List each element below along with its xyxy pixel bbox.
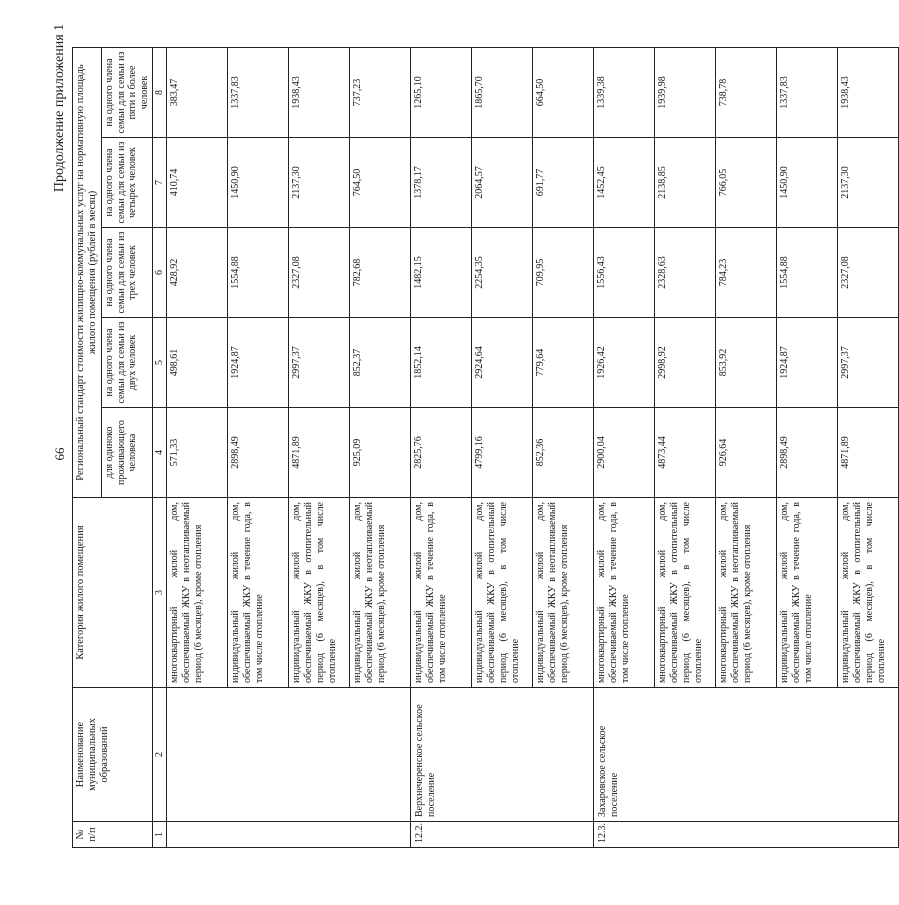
value-single: 852,36 bbox=[533, 408, 594, 498]
value-family-three: 1554,88 bbox=[228, 228, 289, 318]
value-family-two: 2997,37 bbox=[289, 318, 350, 408]
value-family-three: 784,23 bbox=[716, 228, 777, 318]
municipality-name: Верхнечеренское сельское поселение bbox=[411, 688, 594, 822]
value-family-four: 2138,85 bbox=[655, 138, 716, 228]
housing-category: индивидуальный жилой дом, обеспечиваемый ЖКУ в отопительный период (6 месяцев), в том числе отопление bbox=[838, 498, 899, 688]
value-family-four: 764,50 bbox=[350, 138, 411, 228]
value-family-two: 2997,37 bbox=[838, 318, 899, 408]
value-family-three: 2327,08 bbox=[289, 228, 350, 318]
table-row bbox=[594, 47, 655, 847]
housing-category: индивидуальный жилой дом, обеспечиваемый ЖКУ в отопительный период (6 месяцев), в том числе отопление bbox=[289, 498, 350, 688]
housing-category: многоквартирный жилой дом, обеспечиваемый ЖКУ в неотапливаемый период (6 месяцев), кроме отопления bbox=[167, 498, 228, 688]
value-family-two: 2924,64 bbox=[472, 318, 533, 408]
value-family-three: 2328,63 bbox=[655, 228, 716, 318]
value-family-five: 664,50 bbox=[533, 47, 594, 137]
row-number: 12.3. bbox=[594, 822, 899, 848]
value-family-four: 691,77 bbox=[533, 138, 594, 228]
value-family-three: 1554,88 bbox=[777, 228, 838, 318]
value-family-two: 853,92 bbox=[716, 318, 777, 408]
value-single: 4799,16 bbox=[472, 408, 533, 498]
value-family-four: 1378,17 bbox=[411, 138, 472, 228]
value-family-three: 709,95 bbox=[533, 228, 594, 318]
header-category: Категория жилого помещения bbox=[73, 498, 153, 688]
housing-category: индивидуальный жилой дом, обеспечиваемый ЖКУ в течение года, в том числе отопление bbox=[228, 498, 289, 688]
housing-category: индивидуальный жилой дом, обеспечиваемый ЖКУ в неотапливаемый период (6 месяцев), кроме отопления bbox=[350, 498, 411, 688]
value-family-five: 1339,38 bbox=[594, 47, 655, 137]
header-single-person: для одиноко проживающего человека bbox=[102, 408, 153, 498]
table-row bbox=[167, 47, 228, 847]
value-single: 571,33 bbox=[167, 408, 228, 498]
value-family-three: 1482,15 bbox=[411, 228, 472, 318]
column-number: 6 bbox=[153, 228, 167, 318]
column-number: 3 bbox=[153, 498, 167, 688]
value-family-four: 1450,90 bbox=[777, 138, 838, 228]
value-family-two: 498,61 bbox=[167, 318, 228, 408]
value-family-three: 1556,43 bbox=[594, 228, 655, 318]
housing-category: индивидуальный жилой дом, обеспечиваемый ЖКУ в течение года, в том числе отопление bbox=[411, 498, 472, 688]
value-single: 4871,89 bbox=[289, 408, 350, 498]
value-single: 926,64 bbox=[716, 408, 777, 498]
value-family-five: 1938,43 bbox=[838, 47, 899, 137]
value-single: 4871,89 bbox=[838, 408, 899, 498]
value-single: 2898,49 bbox=[228, 408, 289, 498]
value-family-three: 2327,08 bbox=[838, 228, 899, 318]
page-number: 66 bbox=[52, 447, 67, 461]
column-number: 7 bbox=[153, 138, 167, 228]
table-row bbox=[411, 47, 472, 847]
value-family-two: 779,64 bbox=[533, 318, 594, 408]
value-family-four: 2137,30 bbox=[289, 138, 350, 228]
value-family-four: 766,05 bbox=[716, 138, 777, 228]
continuation-label: Продолжение приложения 1 bbox=[52, 23, 67, 193]
value-family-four: 410,74 bbox=[167, 138, 228, 228]
value-family-five: 738,78 bbox=[716, 47, 777, 137]
value-family-four: 2064,57 bbox=[472, 138, 533, 228]
value-family-two: 852,37 bbox=[350, 318, 411, 408]
cost-standard-table bbox=[72, 47, 899, 848]
row-number: 12.2. bbox=[411, 822, 594, 848]
housing-category: многоквартирный жилой дом, обеспечиваемый ЖКУ в отопительный период (6 месяцев), в том числе отопление bbox=[655, 498, 716, 688]
column-number: 8 bbox=[153, 47, 167, 137]
housing-category: многоквартирный жилой дом, обеспечиваемый ЖКУ в неотапливаемый период (6 месяцев), кроме отопления bbox=[716, 498, 777, 688]
row-number bbox=[167, 822, 411, 848]
municipality-name: Захаровское сельское поселение bbox=[594, 688, 899, 822]
value-family-five: 1337,83 bbox=[777, 47, 838, 137]
value-single: 925,09 bbox=[350, 408, 411, 498]
header-regional-standard: Региональный стандарт стоимости жилищно-коммунальных услуг на нормативную площадь жилого помещения (рублей в месяц) bbox=[73, 47, 102, 497]
header-row bbox=[73, 47, 102, 847]
column-number: 1 bbox=[153, 822, 167, 848]
value-family-two: 1924,87 bbox=[777, 318, 838, 408]
value-family-five: 1938,43 bbox=[289, 47, 350, 137]
housing-category: многоквартирный жилой дом, обеспечиваемый ЖКУ в течение года, в том числе отопление bbox=[594, 498, 655, 688]
value-single: 2898,49 bbox=[777, 408, 838, 498]
header-family-three: на одного члена семьи для семьи из трех человек bbox=[102, 228, 153, 318]
value-single: 4873,44 bbox=[655, 408, 716, 498]
value-family-four: 2137,30 bbox=[838, 138, 899, 228]
header-municipality: Наименование муниципальных образований bbox=[73, 688, 153, 822]
value-family-three: 2254,35 bbox=[472, 228, 533, 318]
housing-category: индивидуальный жилой дом, обеспечиваемый ЖКУ в неотапливаемый период (6 месяцев), кроме отопления bbox=[533, 498, 594, 688]
value-family-two: 1926,42 bbox=[594, 318, 655, 408]
value-family-four: 1452,45 bbox=[594, 138, 655, 228]
header-family-five: на одного члена семьи для семьи из пяти и более человек bbox=[102, 47, 153, 137]
municipality-name bbox=[167, 688, 411, 822]
value-family-two: 1852,14 bbox=[411, 318, 472, 408]
rotated-page-content bbox=[72, 48, 888, 848]
value-family-three: 782,68 bbox=[350, 228, 411, 318]
value-family-five: 1337,83 bbox=[228, 47, 289, 137]
housing-category: индивидуальный жилой дом, обеспечиваемый ЖКУ в отопительный период (6 месяцев), в том числе отопление bbox=[472, 498, 533, 688]
column-number: 5 bbox=[153, 318, 167, 408]
housing-category: индивидуальный жилой дом, обеспечиваемый ЖКУ в течение года, в том числе отопление bbox=[777, 498, 838, 688]
value-family-five: 1939,98 bbox=[655, 47, 716, 137]
value-single: 2825,76 bbox=[411, 408, 472, 498]
value-family-five: 383,47 bbox=[167, 47, 228, 137]
header-family-two: на одного члена семьи для семьи из двух человек bbox=[102, 318, 153, 408]
column-number: 2 bbox=[153, 688, 167, 822]
value-family-five: 737,23 bbox=[350, 47, 411, 137]
value-family-five: 1265,10 bbox=[411, 47, 472, 137]
column-numbers-row bbox=[153, 47, 167, 847]
value-single: 2900,04 bbox=[594, 408, 655, 498]
value-family-four: 1450,90 bbox=[228, 138, 289, 228]
value-family-five: 1865,70 bbox=[472, 47, 533, 137]
header-family-four: на одного члена семьи для семьи из четырех человек bbox=[102, 138, 153, 228]
column-number: 4 bbox=[153, 408, 167, 498]
header-number: № п/п bbox=[73, 822, 153, 848]
value-family-three: 428,92 bbox=[167, 228, 228, 318]
value-family-two: 2998,92 bbox=[655, 318, 716, 408]
value-family-two: 1924,87 bbox=[228, 318, 289, 408]
